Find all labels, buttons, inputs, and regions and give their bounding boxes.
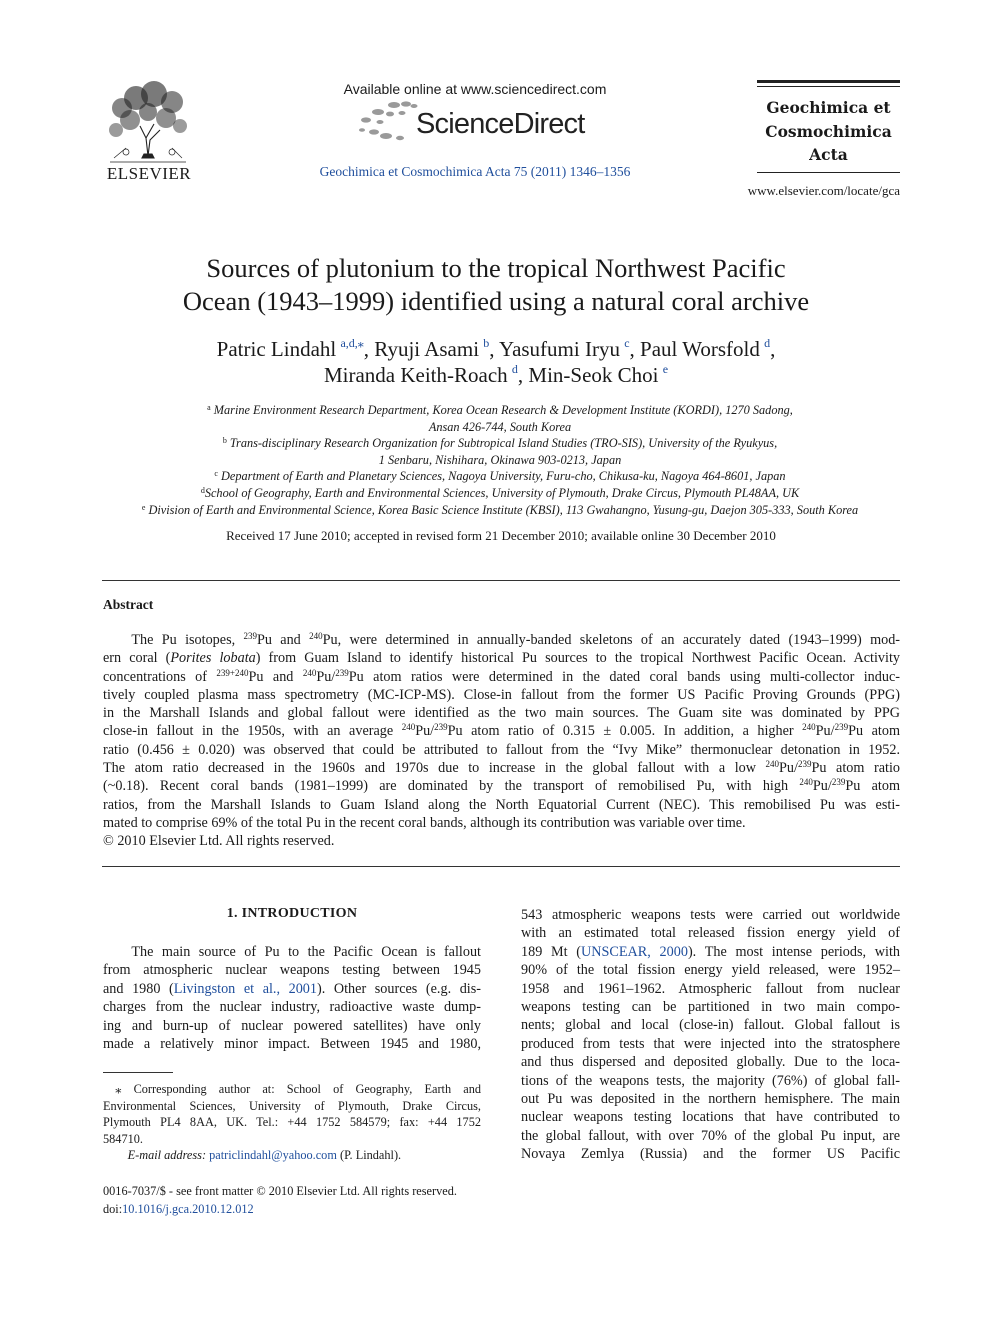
footnote-line: Environmental Sciences, University of Plymouth, Drake Circus, — [103, 1098, 481, 1113]
body-line: 189 Mt (UNSCEAR, 2000). The most intense periods, with — [521, 943, 901, 960]
abstract-line: mated to comprise 69% of the total Pu in the recent coral bands, although its contribution was variable over time. — [103, 814, 746, 831]
body-line: out Pu was deposited in the northern hemisphere. The main — [521, 1090, 900, 1107]
introduction-heading: 1. INTRODUCTION — [226, 906, 358, 921]
affiliation-item — [96, 485, 904, 502]
sciencedirect-dots-icon — [356, 100, 418, 142]
author-separator: , — [363, 337, 375, 361]
article-title-line: Sources of plutonium to the tropical Northwest Pacific — [206, 253, 786, 283]
body-line: with an estimated total released fission energy yield of — [521, 925, 900, 942]
author-name[interactable]: Miranda Keith-Roach — [323, 363, 508, 387]
body-line-text: The main source of Pu to the Pacific Ocean is fallout — [131, 944, 481, 960]
email-suffix: (P. Lindahl). — [339, 1148, 402, 1163]
left-column-text — [103, 943, 481, 1053]
journal-title-line: Geochimica et — [766, 98, 891, 117]
abstract-line: The atom ratio decreased in the 1960s and 1970s due to increase in the global fallout with a low $^{240}$Pu/$^{239}$Pu atom ratio — [103, 759, 900, 777]
affiliation-text: School of Geography, Earth and Environmental Sciences, University of Plymouth, Drake Circus, Plymouth PL48AA, UK — [204, 485, 800, 500]
affiliation-item — [96, 502, 904, 519]
footnote-line: Plymouth PL4 8AA, UK. Tel.: +44 1752 584579; fax: +44 1752 — [103, 1115, 481, 1130]
right-column-text — [521, 906, 900, 1163]
abstract-line: (~0.18). Recent coral bands (1981–1999) are dominated by the transport of remobilised Pu, with high $^{240}$Pu/$^{239}$Pu atom — [103, 777, 901, 795]
abstract-line: tively coupled plasma mass spectrometry (MC-ICP-MS). Close-in fallout from the former US Pacific Proving Grounds (PPG) — [103, 686, 900, 703]
author-affiliation-mark[interactable]: d — [764, 336, 771, 350]
body-line: from atmospheric nuclear weapons testing between 1945 — [103, 962, 481, 979]
journal-title-rule-bottom — [757, 172, 900, 173]
author-email-link[interactable]: patriclindahl@yahoo.com — [209, 1148, 337, 1163]
doi-label: doi: — [103, 1201, 123, 1216]
affiliation-continuation: 1 Senbaru, Nishihara, Okinawa 903-0213, Japan — [378, 452, 622, 467]
author-affiliation-mark[interactable]: d — [511, 362, 518, 376]
article-title-line: Ocean (1943–1999) identified using a natural coral archive — [182, 286, 810, 316]
author-affiliation-mark[interactable]: e — [662, 362, 669, 376]
abstract-bottom-rule — [102, 866, 900, 867]
body-line: produced from tests that were injected into the stratosphere — [521, 1035, 900, 1052]
affiliation-item — [96, 402, 904, 419]
abstract-top-rule — [102, 580, 900, 581]
affiliation-mark: b — [222, 436, 227, 446]
email-label: E-mail address: — [127, 1148, 207, 1163]
abstract-heading: Abstract — [103, 597, 154, 612]
author-line — [100, 336, 892, 362]
affiliation-mark: c — [214, 469, 218, 479]
available-online-text[interactable]: Available online at www.sciencedirect.com — [343, 81, 607, 97]
corresponding-author-footnote — [103, 1081, 481, 1164]
affiliation-text: Trans-disciplinary Research Organization for Subtropical Island Studies (TRO-SIS), University of the Ryukyus, — [229, 436, 778, 451]
author-list — [100, 336, 892, 388]
journal-title-line: Cosmochimica — [765, 121, 892, 141]
author-name[interactable]: Yasufumi Iryu — [499, 337, 620, 361]
citation-link-unscear[interactable]: UNSCEAR, 2000 — [581, 943, 688, 960]
author-separator: , — [517, 363, 529, 387]
footnote-email-line — [103, 1147, 481, 1164]
issn-line: 0016-7037/$ - see front matter © 2010 Elsevier Ltd. All rights reserved. — [103, 1184, 457, 1198]
journal-title — [757, 96, 900, 167]
footnote-rule — [103, 1072, 173, 1073]
body-line: made a relatively minor impact. Between 1945 and 1980, — [103, 1035, 481, 1052]
affiliation-list — [96, 402, 904, 518]
affiliation-text: Division of Earth and Environmental Science, Korea Basic Science Institute (KBSI), 113 Gwahangno, Yusung-gu, Daejon 305-333, South Korea — [148, 502, 859, 517]
author-separator: , — [629, 337, 641, 361]
abstract-line: ratio (0.456 ± 0.020) was observed that could be attributed to fallout from the “Ivy Mike” thermonuclear detonation in 1952. — [103, 741, 900, 758]
body-line: and 1980 (Livingston et al., 2001). Other sources (e.g. dis- — [103, 980, 481, 997]
author-separator: , — [770, 337, 776, 361]
body-line: nuclear weapons testing locations that have contributed to — [521, 1109, 900, 1126]
abstract-line: close-in fallout in the 1950s, with an average $^{240}$Pu/$^{239}$Pu atom ratio of 0.315 ± 0.005. In addition, a higher $^{240}$Pu/$^{239}$Pu atom — [103, 722, 900, 740]
doi-link[interactable]: 10.1016/j.gca.2010.12.012 — [122, 1201, 254, 1216]
body-line: 90% of the total fission energy yield released, were 1952– — [521, 962, 900, 979]
journal-title-rule-top — [757, 80, 900, 83]
journal-homepage-url[interactable]: www.elsevier.com/locate/gca — [747, 183, 900, 198]
body-line: nents; global and local (close-in) fallout. Global fallout is — [521, 1017, 900, 1034]
author-line — [100, 362, 892, 388]
journal-title-rule-top-thin — [757, 86, 900, 87]
doi-line — [103, 1201, 457, 1219]
abstract-line: ratios, from the Marshall Islands to Guam Island along the North Equatorial Current (NEC). This remobilised Pu was esti- — [103, 796, 900, 813]
abstract-body — [103, 631, 900, 851]
abstract-line: The Pu isotopes, $^{239}$Pu and $^{240}$Pu, were determined in annually-banded skeletons of an accurately dated (1943–1999) mod- — [103, 631, 901, 648]
affiliation-continuation: Ansan 426-744, South Korea — [428, 419, 572, 434]
received-dates: Received 17 June 2010; accepted in revised form 21 December 2010; available online 30 December 2010 — [226, 528, 776, 543]
journal-citation-link[interactable]: Geochimica et Cosmochimica Acta 75 (2011) 1346–1356 — [319, 164, 631, 179]
body-line: the global fallout, with over 70% of the global Pu input, are — [521, 1127, 900, 1144]
sciencedirect-wordmark: ScienceDirect — [416, 108, 585, 140]
body-line — [103, 943, 481, 961]
author-separator: , — [489, 337, 499, 361]
affiliation-text: Marine Environment Research Department, Korea Ocean Research & Development Institute (KORDI), 1270 Sadong, — [213, 403, 793, 417]
affiliation-mark: d — [200, 485, 205, 495]
abstract-line: ern coral (Porites lobata) from Guam Island to identify historical Pu sources to the tropical Northwest Pacific Ocean. Activity — [103, 650, 900, 667]
body-line: 543 atmospheric weapons tests were carried out worldwide — [521, 907, 900, 923]
abstract-line: concentrations of $^{239+240}$Pu and $^{240}$Pu/$^{239}$Pu atom ratios were determined in the dated coral bands using multi-collector induc- — [103, 667, 900, 685]
footnote-line-text: ⁎ Corresponding author at: School of Geography, Earth and — [115, 1082, 481, 1096]
affiliation-mark: a — [207, 403, 211, 412]
author-name[interactable]: Paul Worsfold — [640, 337, 760, 361]
footnote-line: 584710. — [103, 1131, 143, 1146]
author-name[interactable]: Ryuji Asami — [374, 337, 480, 361]
body-line: ing and burn-up of nuclear powered satellites) have only — [103, 1017, 481, 1034]
body-line: tions of the weapons tests, the majority (76%) of global fall- — [521, 1072, 900, 1089]
author-name[interactable]: Min-Seok Choi — [528, 363, 659, 387]
body-line: and thus dispersed and deposited globally. Due to the loca- — [521, 1054, 900, 1071]
body-line: 1958 and 1961–1962. Atmospheric fallout from nuclear — [521, 980, 900, 997]
author-name[interactable]: Patric Lindahl — [216, 337, 337, 361]
body-line: charges from the nuclear industry, radioactive waste dump- — [103, 999, 481, 1016]
affiliation-item — [96, 435, 904, 452]
abstract-copyright: © 2010 Elsevier Ltd. All rights reserved. — [103, 833, 335, 850]
article-title — [100, 252, 892, 318]
front-matter-footer — [103, 1183, 457, 1218]
journal-title-line: Acta — [809, 145, 848, 164]
footnote-line — [103, 1081, 481, 1098]
body-line: weapons testing can be partitioned in two main compo- — [521, 998, 900, 1015]
affiliation-mark: e — [141, 502, 146, 512]
author-affiliation-mark[interactable]: c — [624, 336, 630, 350]
citation-link-livingston[interactable]: Livingston et al., 2001 — [173, 980, 317, 997]
publisher-name: ELSEVIER — [106, 164, 192, 183]
abstract-line: in the Marshall Islands and global fallout were identified as the two main sources. The Guam site was dominated by PPG — [103, 705, 900, 722]
affiliation-text: Department of Earth and Planetary Sciences, Nagoya University, Furu-cho, Chikusa-ku, Nagoya 464-8601, Japan — [221, 469, 786, 484]
body-line: Novaya Zemlya (Russia) and the former US Pacific — [521, 1146, 900, 1163]
affiliation-item — [96, 468, 904, 485]
author-affiliation-mark[interactable]: a,d,⁎ — [340, 336, 364, 350]
author-affiliation-mark[interactable]: b — [483, 336, 490, 350]
